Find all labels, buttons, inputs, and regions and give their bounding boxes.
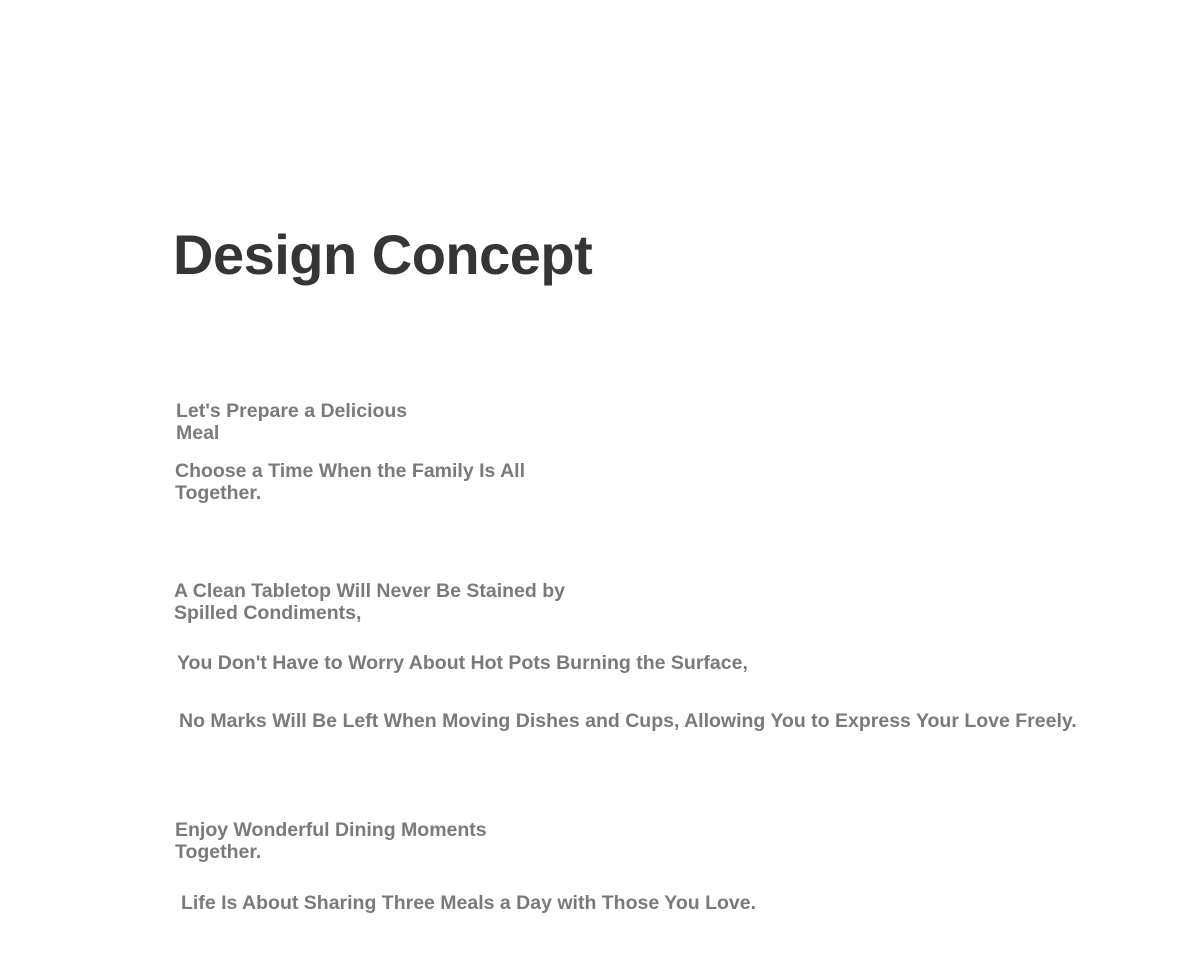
text-line-prepare-meal: Let's Prepare a Delicious Meal [176,400,408,444]
text-line-family-time: Choose a Time When the Family Is All Together. [175,460,525,504]
text-line-clean-tabletop: A Clean Tabletop Will Never Be Stained by Spilled Condiments, [174,580,565,624]
text-line-three-meals: Life Is About Sharing Three Meals a Day with Those You Love. [181,892,756,914]
page-title: Design Concept [173,223,593,286]
text-line-no-marks: No Marks Will Be Left When Moving Dishes and Cups, Allowing You to Express Your Love Freely. [179,710,1077,732]
text-line-dining-moments: Enjoy Wonderful Dining Moments Together. [175,819,487,863]
text-line-hot-pots: You Don't Have to Worry About Hot Pots Burning the Surface, [177,652,748,674]
